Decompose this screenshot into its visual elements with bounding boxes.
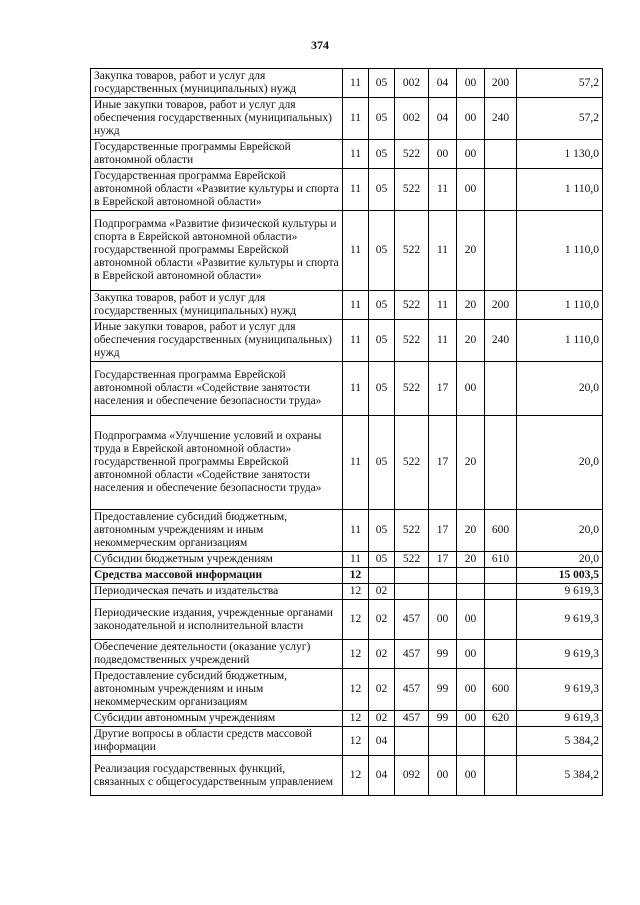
table-row <box>91 98 603 140</box>
cell-section: 11 <box>343 291 369 320</box>
cell-section: 12 <box>343 756 369 796</box>
cell-amount: 20,0 <box>517 416 603 510</box>
table-row <box>91 416 603 510</box>
cell-amount: 5 384,2 <box>517 727 603 756</box>
cell-expense-type: 610 <box>485 552 517 568</box>
cell-target-article-program: 522 <box>395 140 429 169</box>
cell-target-article-direction: 20 <box>457 416 485 510</box>
cell-name: Предоставление субсидий бюджетным, автономным учреждениям и иным некоммерческим организациям <box>91 669 343 711</box>
cell-section: 11 <box>343 98 369 140</box>
table-row <box>91 640 603 669</box>
cell-target-article-program: 457 <box>395 600 429 640</box>
page-number: 374 <box>311 38 329 52</box>
cell-section: 11 <box>343 140 369 169</box>
cell-target-article-program: 522 <box>395 291 429 320</box>
cell-section: 12 <box>343 568 369 584</box>
cell-name: Другие вопросы в области средств массовой информации <box>91 727 343 756</box>
cell-section: 12 <box>343 584 369 600</box>
cell-subsection: 05 <box>369 169 395 211</box>
cell-target-article-subprogram: 99 <box>429 640 457 669</box>
cell-name: Периодические издания, учрежденные органами законодательной и исполнительной власти <box>91 600 343 640</box>
cell-subsection: 04 <box>369 727 395 756</box>
cell-subsection: 05 <box>369 510 395 552</box>
cell-target-article-program: 522 <box>395 320 429 362</box>
cell-expense-type <box>485 640 517 669</box>
cell-expense-type <box>485 169 517 211</box>
cell-section: 12 <box>343 711 369 727</box>
cell-name: Закупка товаров, работ и услуг для государственных (муниципальных) нужд <box>91 291 343 320</box>
cell-target-article-direction: 20 <box>457 291 485 320</box>
cell-target-article-direction: 20 <box>457 320 485 362</box>
cell-target-article-direction: 00 <box>457 98 485 140</box>
cell-amount: 1 130,0 <box>517 140 603 169</box>
cell-target-article-subprogram: 11 <box>429 320 457 362</box>
cell-expense-type <box>485 600 517 640</box>
cell-expense-type: 200 <box>485 291 517 320</box>
cell-name: Иные закупки товаров, работ и услуг для обеспечения государственных (муниципальных) нужд <box>91 320 343 362</box>
cell-expense-type <box>485 140 517 169</box>
cell-amount: 20,0 <box>517 552 603 568</box>
cell-name: Государственная программа Еврейской автономной области «Содействие занятости населения и обеспечение безопасности труда» <box>91 362 343 416</box>
cell-target-article-subprogram: 99 <box>429 711 457 727</box>
cell-target-article-program: 002 <box>395 69 429 98</box>
cell-target-article-subprogram: 00 <box>429 600 457 640</box>
cell-expense-type: 600 <box>485 510 517 552</box>
table-row <box>91 600 603 640</box>
cell-section: 11 <box>343 320 369 362</box>
cell-subsection: 05 <box>369 552 395 568</box>
cell-target-article-subprogram: 11 <box>429 211 457 291</box>
cell-target-article-program: 002 <box>395 98 429 140</box>
cell-name: Подпрограмма «Развитие физической культуры и спорта в Еврейской автономной области» государственной программы Еврейской автономной области «Развитие культуры и спорта в Еврейской автономной области» <box>91 211 343 291</box>
cell-amount: 1 110,0 <box>517 211 603 291</box>
cell-target-article-subprogram: 17 <box>429 510 457 552</box>
cell-section: 11 <box>343 552 369 568</box>
cell-section: 11 <box>343 416 369 510</box>
cell-name: Подпрограмма «Улучшение условий и охраны труда в Еврейской автономной области» государственной программы Еврейской автономной области «Содействие занятости населения и обеспечение безопасности труда» <box>91 416 343 510</box>
cell-subsection: 02 <box>369 669 395 711</box>
cell-target-article-direction: 00 <box>457 169 485 211</box>
cell-target-article-subprogram: 11 <box>429 169 457 211</box>
cell-expense-type <box>485 416 517 510</box>
cell-subsection: 04 <box>369 756 395 796</box>
cell-name: Предоставление субсидий бюджетным, автономным учреждениям и иным некоммерческим организациям <box>91 510 343 552</box>
cell-subsection: 05 <box>369 69 395 98</box>
cell-amount: 9 619,3 <box>517 669 603 711</box>
cell-target-article-direction: 00 <box>457 69 485 98</box>
cell-target-article-program <box>395 568 429 584</box>
cell-name: Реализация государственных функций, связанных с общегосударственным управлением <box>91 756 343 796</box>
cell-amount: 20,0 <box>517 510 603 552</box>
cell-target-article-direction: 20 <box>457 510 485 552</box>
table-row <box>91 711 603 727</box>
table-row <box>91 568 603 584</box>
cell-amount: 9 619,3 <box>517 711 603 727</box>
cell-target-article-program: 457 <box>395 711 429 727</box>
cell-section: 12 <box>343 669 369 711</box>
cell-subsection: 02 <box>369 711 395 727</box>
table-row <box>91 291 603 320</box>
cell-target-article-program: 522 <box>395 510 429 552</box>
cell-target-article-program: 522 <box>395 211 429 291</box>
table-row <box>91 69 603 98</box>
cell-subsection: 05 <box>369 211 395 291</box>
cell-target-article-program: 522 <box>395 362 429 416</box>
table-row <box>91 510 603 552</box>
cell-subsection: 05 <box>369 416 395 510</box>
cell-target-article-program: 457 <box>395 640 429 669</box>
cell-name: Государственная программа Еврейской автономной области «Развитие культуры и спорта в Еврейской автономной области» <box>91 169 343 211</box>
cell-amount: 5 384,2 <box>517 756 603 796</box>
cell-section: 11 <box>343 169 369 211</box>
cell-amount: 1 110,0 <box>517 320 603 362</box>
cell-expense-type: 600 <box>485 669 517 711</box>
cell-amount: 9 619,3 <box>517 584 603 600</box>
budget-table-body <box>91 69 603 796</box>
cell-expense-type <box>485 756 517 796</box>
cell-target-article-subprogram: 17 <box>429 552 457 568</box>
cell-target-article-program: 522 <box>395 169 429 211</box>
cell-name: Средства массовой информации <box>91 568 343 584</box>
cell-amount: 15 003,5 <box>517 568 603 584</box>
table-row <box>91 211 603 291</box>
cell-subsection: 02 <box>369 600 395 640</box>
table-row <box>91 552 603 568</box>
table-row <box>91 140 603 169</box>
cell-expense-type <box>485 584 517 600</box>
cell-expense-type: 240 <box>485 320 517 362</box>
cell-section: 11 <box>343 69 369 98</box>
cell-target-article-program <box>395 727 429 756</box>
cell-target-article-direction <box>457 584 485 600</box>
cell-section: 12 <box>343 600 369 640</box>
cell-subsection: 02 <box>369 640 395 669</box>
cell-subsection: 05 <box>369 98 395 140</box>
cell-target-article-subprogram: 00 <box>429 140 457 169</box>
cell-target-article-direction: 00 <box>457 756 485 796</box>
budget-table <box>90 68 603 796</box>
cell-target-article-direction: 00 <box>457 140 485 169</box>
cell-expense-type <box>485 362 517 416</box>
cell-expense-type: 200 <box>485 69 517 98</box>
cell-expense-type <box>485 211 517 291</box>
cell-target-article-program: 522 <box>395 552 429 568</box>
cell-target-article-program: 092 <box>395 756 429 796</box>
cell-target-article-program <box>395 584 429 600</box>
cell-amount: 1 110,0 <box>517 291 603 320</box>
cell-target-article-direction: 00 <box>457 362 485 416</box>
cell-expense-type <box>485 568 517 584</box>
table-row <box>91 756 603 796</box>
cell-expense-type: 240 <box>485 98 517 140</box>
cell-target-article-program: 457 <box>395 669 429 711</box>
cell-target-article-subprogram: 04 <box>429 69 457 98</box>
cell-target-article-direction <box>457 727 485 756</box>
cell-name: Иные закупки товаров, работ и услуг для обеспечения государственных (муниципальных) нужд <box>91 98 343 140</box>
cell-target-article-direction: 20 <box>457 211 485 291</box>
cell-amount: 9 619,3 <box>517 600 603 640</box>
cell-target-article-subprogram: 00 <box>429 756 457 796</box>
cell-amount: 9 619,3 <box>517 640 603 669</box>
cell-name: Периодическая печать и издательства <box>91 584 343 600</box>
cell-section: 12 <box>343 727 369 756</box>
cell-target-article-subprogram <box>429 727 457 756</box>
cell-subsection: 02 <box>369 584 395 600</box>
cell-subsection: 05 <box>369 362 395 416</box>
cell-target-article-subprogram: 17 <box>429 416 457 510</box>
cell-target-article-subprogram: 17 <box>429 362 457 416</box>
cell-target-article-program: 522 <box>395 416 429 510</box>
cell-name: Субсидии автономным учреждениям <box>91 711 343 727</box>
cell-section: 11 <box>343 211 369 291</box>
cell-target-article-subprogram: 99 <box>429 669 457 711</box>
cell-target-article-direction <box>457 568 485 584</box>
cell-name: Закупка товаров, работ и услуг для государственных (муниципальных) нужд <box>91 69 343 98</box>
cell-target-article-subprogram <box>429 584 457 600</box>
cell-target-article-subprogram <box>429 568 457 584</box>
cell-target-article-direction: 00 <box>457 600 485 640</box>
table-row <box>91 669 603 711</box>
cell-section: 11 <box>343 510 369 552</box>
table-row <box>91 727 603 756</box>
cell-target-article-direction: 00 <box>457 669 485 711</box>
cell-expense-type <box>485 727 517 756</box>
cell-target-article-direction: 20 <box>457 552 485 568</box>
cell-name: Субсидии бюджетным учреждениям <box>91 552 343 568</box>
cell-amount: 57,2 <box>517 98 603 140</box>
cell-subsection: 05 <box>369 291 395 320</box>
cell-expense-type: 620 <box>485 711 517 727</box>
cell-target-article-subprogram: 11 <box>429 291 457 320</box>
cell-subsection: 05 <box>369 140 395 169</box>
cell-amount: 57,2 <box>517 69 603 98</box>
cell-amount: 20,0 <box>517 362 603 416</box>
cell-amount: 1 110,0 <box>517 169 603 211</box>
cell-target-article-subprogram: 04 <box>429 98 457 140</box>
cell-subsection: 05 <box>369 320 395 362</box>
cell-name: Государственные программы Еврейской автономной области <box>91 140 343 169</box>
cell-section: 11 <box>343 362 369 416</box>
cell-subsection <box>369 568 395 584</box>
cell-name: Обеспечение деятельности (оказание услуг) подведомственных учреждений <box>91 640 343 669</box>
cell-section: 12 <box>343 640 369 669</box>
table-row <box>91 169 603 211</box>
cell-target-article-direction: 00 <box>457 711 485 727</box>
table-row <box>91 362 603 416</box>
table-row <box>91 584 603 600</box>
cell-target-article-direction: 00 <box>457 640 485 669</box>
table-row <box>91 320 603 362</box>
